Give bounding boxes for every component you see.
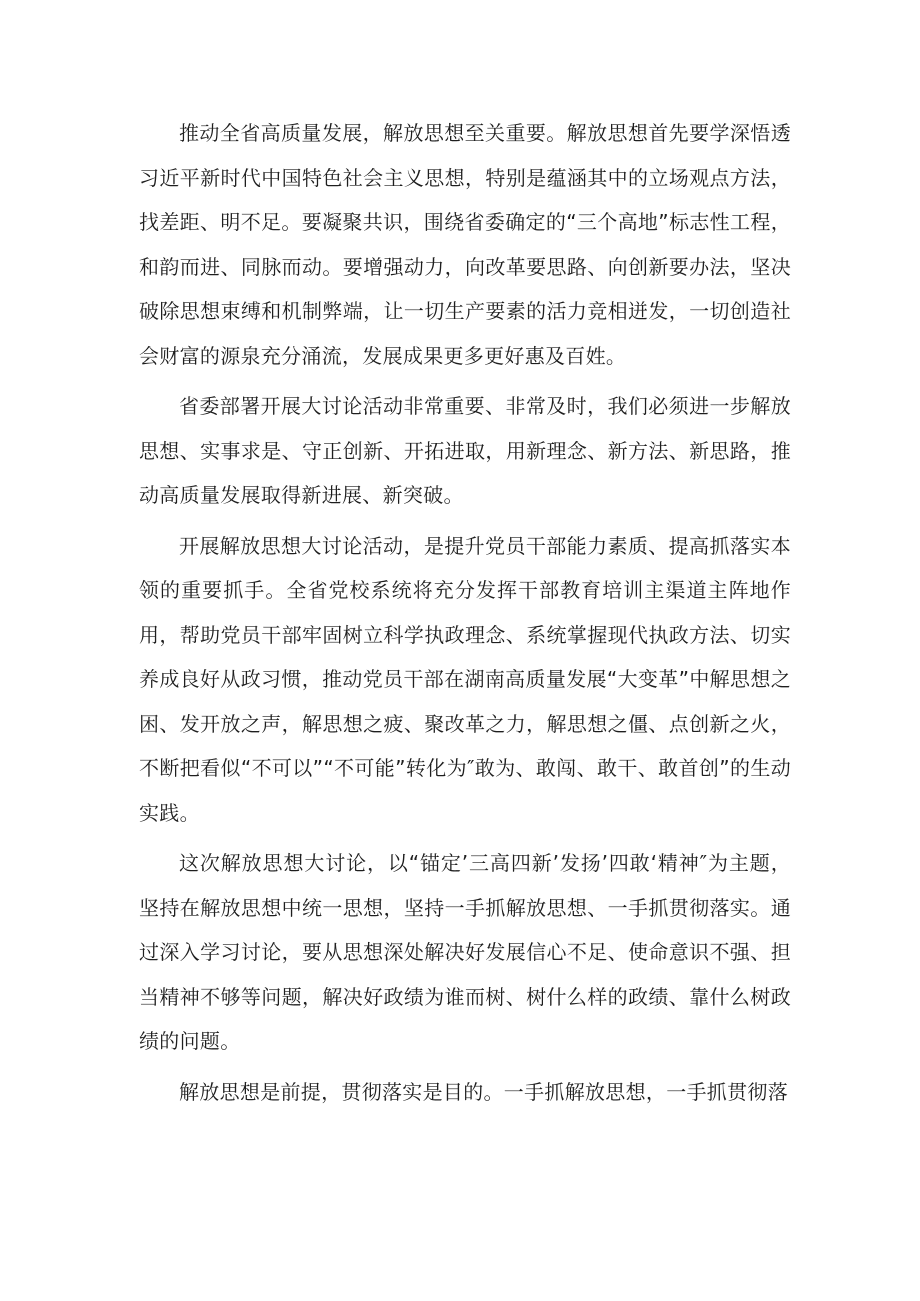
paragraph-4: 这次解放思想大讨论，以“锚定’三高四新’发扬’四敢‘精神″为主题，坚持在解放思想中统一思想，坚持一手抓解放思想、一手抓贯彻落实。通过深入学习讨论，要从思想深处解决好发展信心不足、使命意识不强、担当精神不够等问题，解决好政绩为谁而树、树什么样的政绩、靠什么树政绩的问题。 <box>139 851 791 1053</box>
paragraph-1: 推动全省高质量发展，解放思想至关重要。解放思想首先要学深悟透习近平新时代中国特色社会主义思想，特别是蕴涵其中的立场观点方法，找差距、明不足。要凝聚共识，围绕省委确定的“三个高地”标志性工程，和韵而进、同脉而动。要增强动力，向改革要思路、向创新要办法，坚决破除思想束缚和机制弊端，让一切生产要素的活力竞相迸发，一切创造社会财富的源泉充分涌流，发展成果更多更好惠及百姓。 <box>139 121 791 368</box>
paragraph-5: 解放思想是前提，贯彻落实是目的。一手抓解放思想，一手抓贯彻落 <box>179 1079 788 1104</box>
paragraph-3: 开展解放思想大讨论活动，是提升党员干部能力素质、提高抓落实本领的重要抓手。全省党校系统将充分发挥干部教育培训主渠道主阵地作用，帮助党员干部牢固树立科学执政理念、系统掌握现代执政方法、切实养成良好从政习惯，推动党员干部在湖南高质量发展“大变革”中解思想之困、发开放之声，解思想之疲、聚改革之力，解思想之僵、点创新之火，不断把看似“不可以”“不可能”转化为″敢为、敢闯、敢干、敢首创”的生动实践。 <box>139 533 791 825</box>
paragraph-2: 省委部署开展大讨论活动非常重要、非常及时，我们必须进一步解放思想、实事求是、守正创新、开拓进取，用新理念、新方法、新思路，推动高质量发展取得新进展、新突破。 <box>139 394 791 507</box>
document-body <box>139 111 791 1120</box>
